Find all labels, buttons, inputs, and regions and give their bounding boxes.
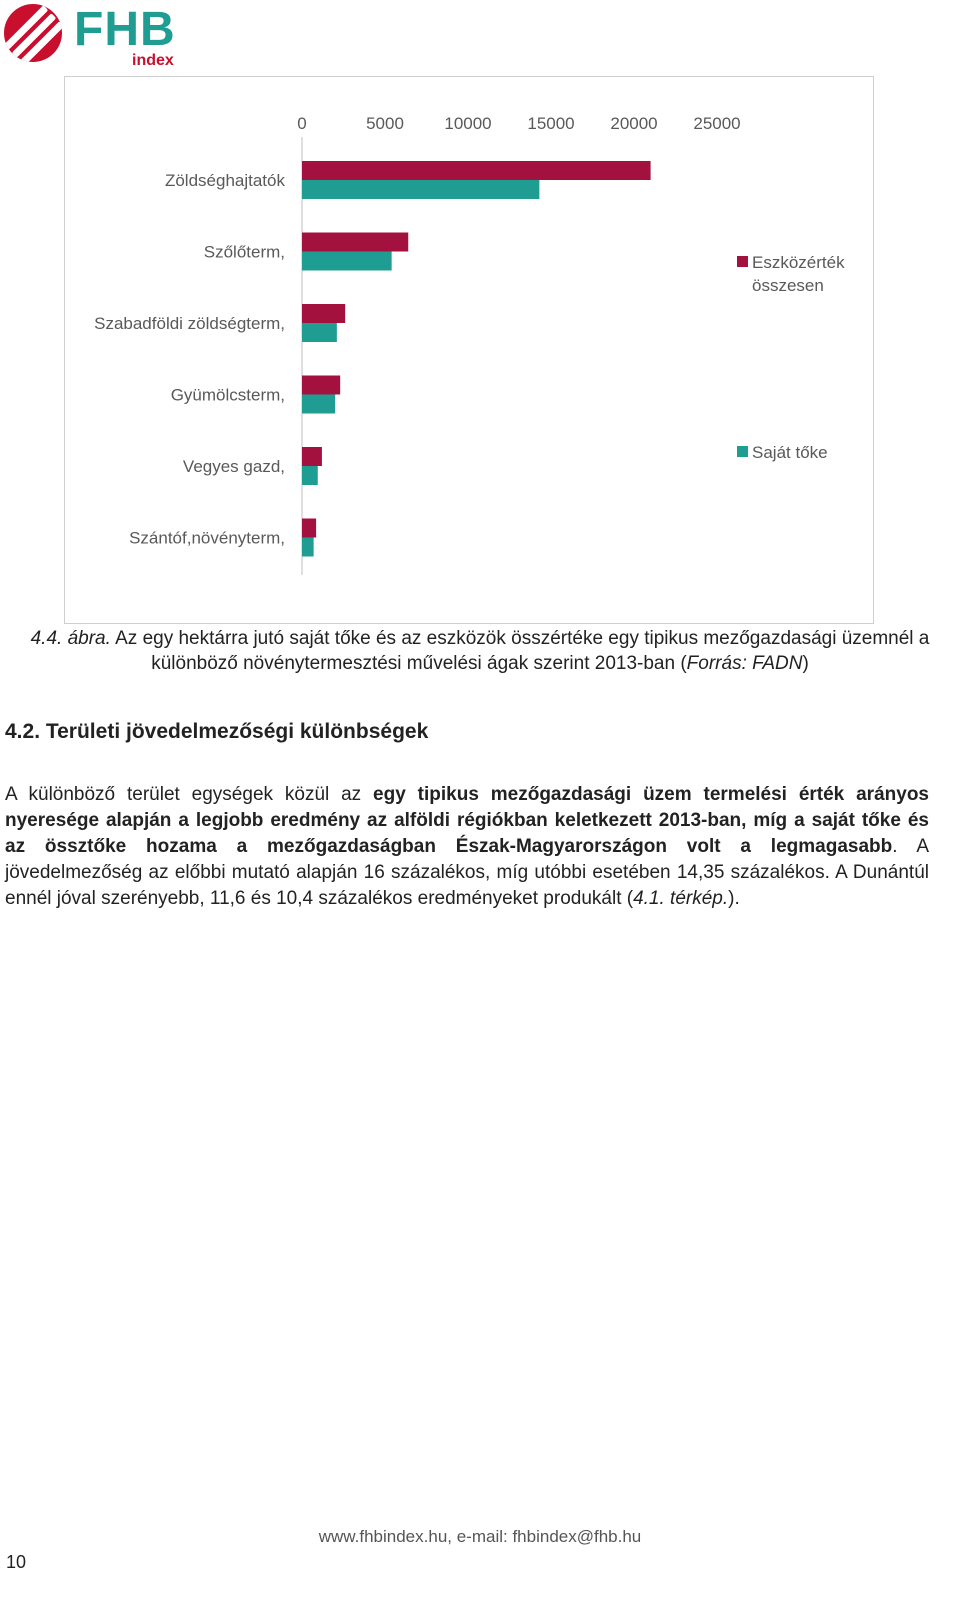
bar-sajat-toke <box>302 323 337 342</box>
legend-label-sajat-toke: Saját tőke <box>752 443 828 462</box>
logo-subtext: index <box>132 52 174 69</box>
bar-chart <box>65 77 873 623</box>
fhb-logo-mark-icon <box>4 4 62 62</box>
para-bold-text: egy tipikus mezőgazdasági üzem termelési érték arányos nyeresége alapján a legjobb eredmény az alföldi régiókban keletkezett 2013-ban, míg a saját tőke és az össztőke hozama a mezőgazdaságban Észak-Magyarországon volt a legmagasabb <box>5 784 929 857</box>
para-text-1: A különböző terület egységek közül az <box>5 784 374 805</box>
bar-sajat-toke <box>302 252 392 271</box>
caption-source: Forrás: FADN <box>686 653 803 674</box>
figure-caption <box>30 626 930 676</box>
bar-sajat-toke <box>302 395 335 414</box>
x-tick-label: 0 <box>297 114 307 133</box>
bar-sajat-toke <box>302 466 318 485</box>
bar-eszkozertek <box>302 304 345 323</box>
footer-url: www.fhbindex.hu, e-mail: fhbindex@fhb.hu <box>318 1527 642 1546</box>
bar-sajat-toke <box>302 180 539 199</box>
page-number: 10 <box>6 1552 27 1572</box>
map-reference: 4.1. térkép. <box>633 888 729 909</box>
bar-eszkozertek <box>302 161 651 180</box>
x-tick-label: 10000 <box>444 114 492 133</box>
x-tick-label: 15000 <box>527 114 575 133</box>
bar-eszkozertek <box>302 376 340 395</box>
section-title: 4.2. Területi jövedelmezőségi különbségek <box>5 720 429 743</box>
logo-text: FHB <box>74 3 176 56</box>
legend-swatch-sajat-toke <box>737 446 748 457</box>
para-text-3: ). <box>728 888 740 909</box>
bar-eszkozertek <box>302 233 408 252</box>
caption-label: 4.4. ábra. <box>30 628 111 649</box>
category-label: Szabadföldi zöldségterm, <box>94 314 285 333</box>
body-paragraph <box>5 782 929 912</box>
category-label: Szántóf,növényterm, <box>129 528 285 548</box>
category-label: Zöldséghajtatók <box>164 171 285 190</box>
legend-swatch-eszkozertek <box>737 256 748 267</box>
fhb-index-logo <box>4 4 194 74</box>
para-text-2: . A jövedelmezőség az előbbi mutató alapján 16 százalékos, míg utóbbi esetében 14,35 százalékos. A Dunántúl ennél jóval szerényebb, 11,6 és 10,4 százalékos eredményeket produkált ( <box>5 836 929 909</box>
category-label: Szőlőterm, <box>203 242 285 262</box>
category-label: Vegyes gazd, <box>182 457 285 476</box>
legend-label-eszkozertek: Eszközérték <box>752 253 845 272</box>
bar-sajat-toke <box>302 538 314 557</box>
legend-label-osszesen: összesen <box>752 276 824 295</box>
caption-text-end: ) <box>802 653 809 674</box>
x-tick-label: 5000 <box>366 114 404 133</box>
chart-frame <box>64 76 874 624</box>
category-label: Gyümölcsterm, <box>170 385 285 405</box>
caption-text: Az egy hektárra jutó saját tőke és az eszközök összértéke egy tipikus mezőgazdasági üzemnél a különböző növénytermesztési művelési ágak szerint 2013-ban ( <box>110 628 930 674</box>
x-tick-label: 20000 <box>610 114 658 133</box>
x-tick-label: 25000 <box>693 114 741 133</box>
bar-eszkozertek <box>302 447 322 466</box>
bar-eszkozertek <box>302 519 316 538</box>
